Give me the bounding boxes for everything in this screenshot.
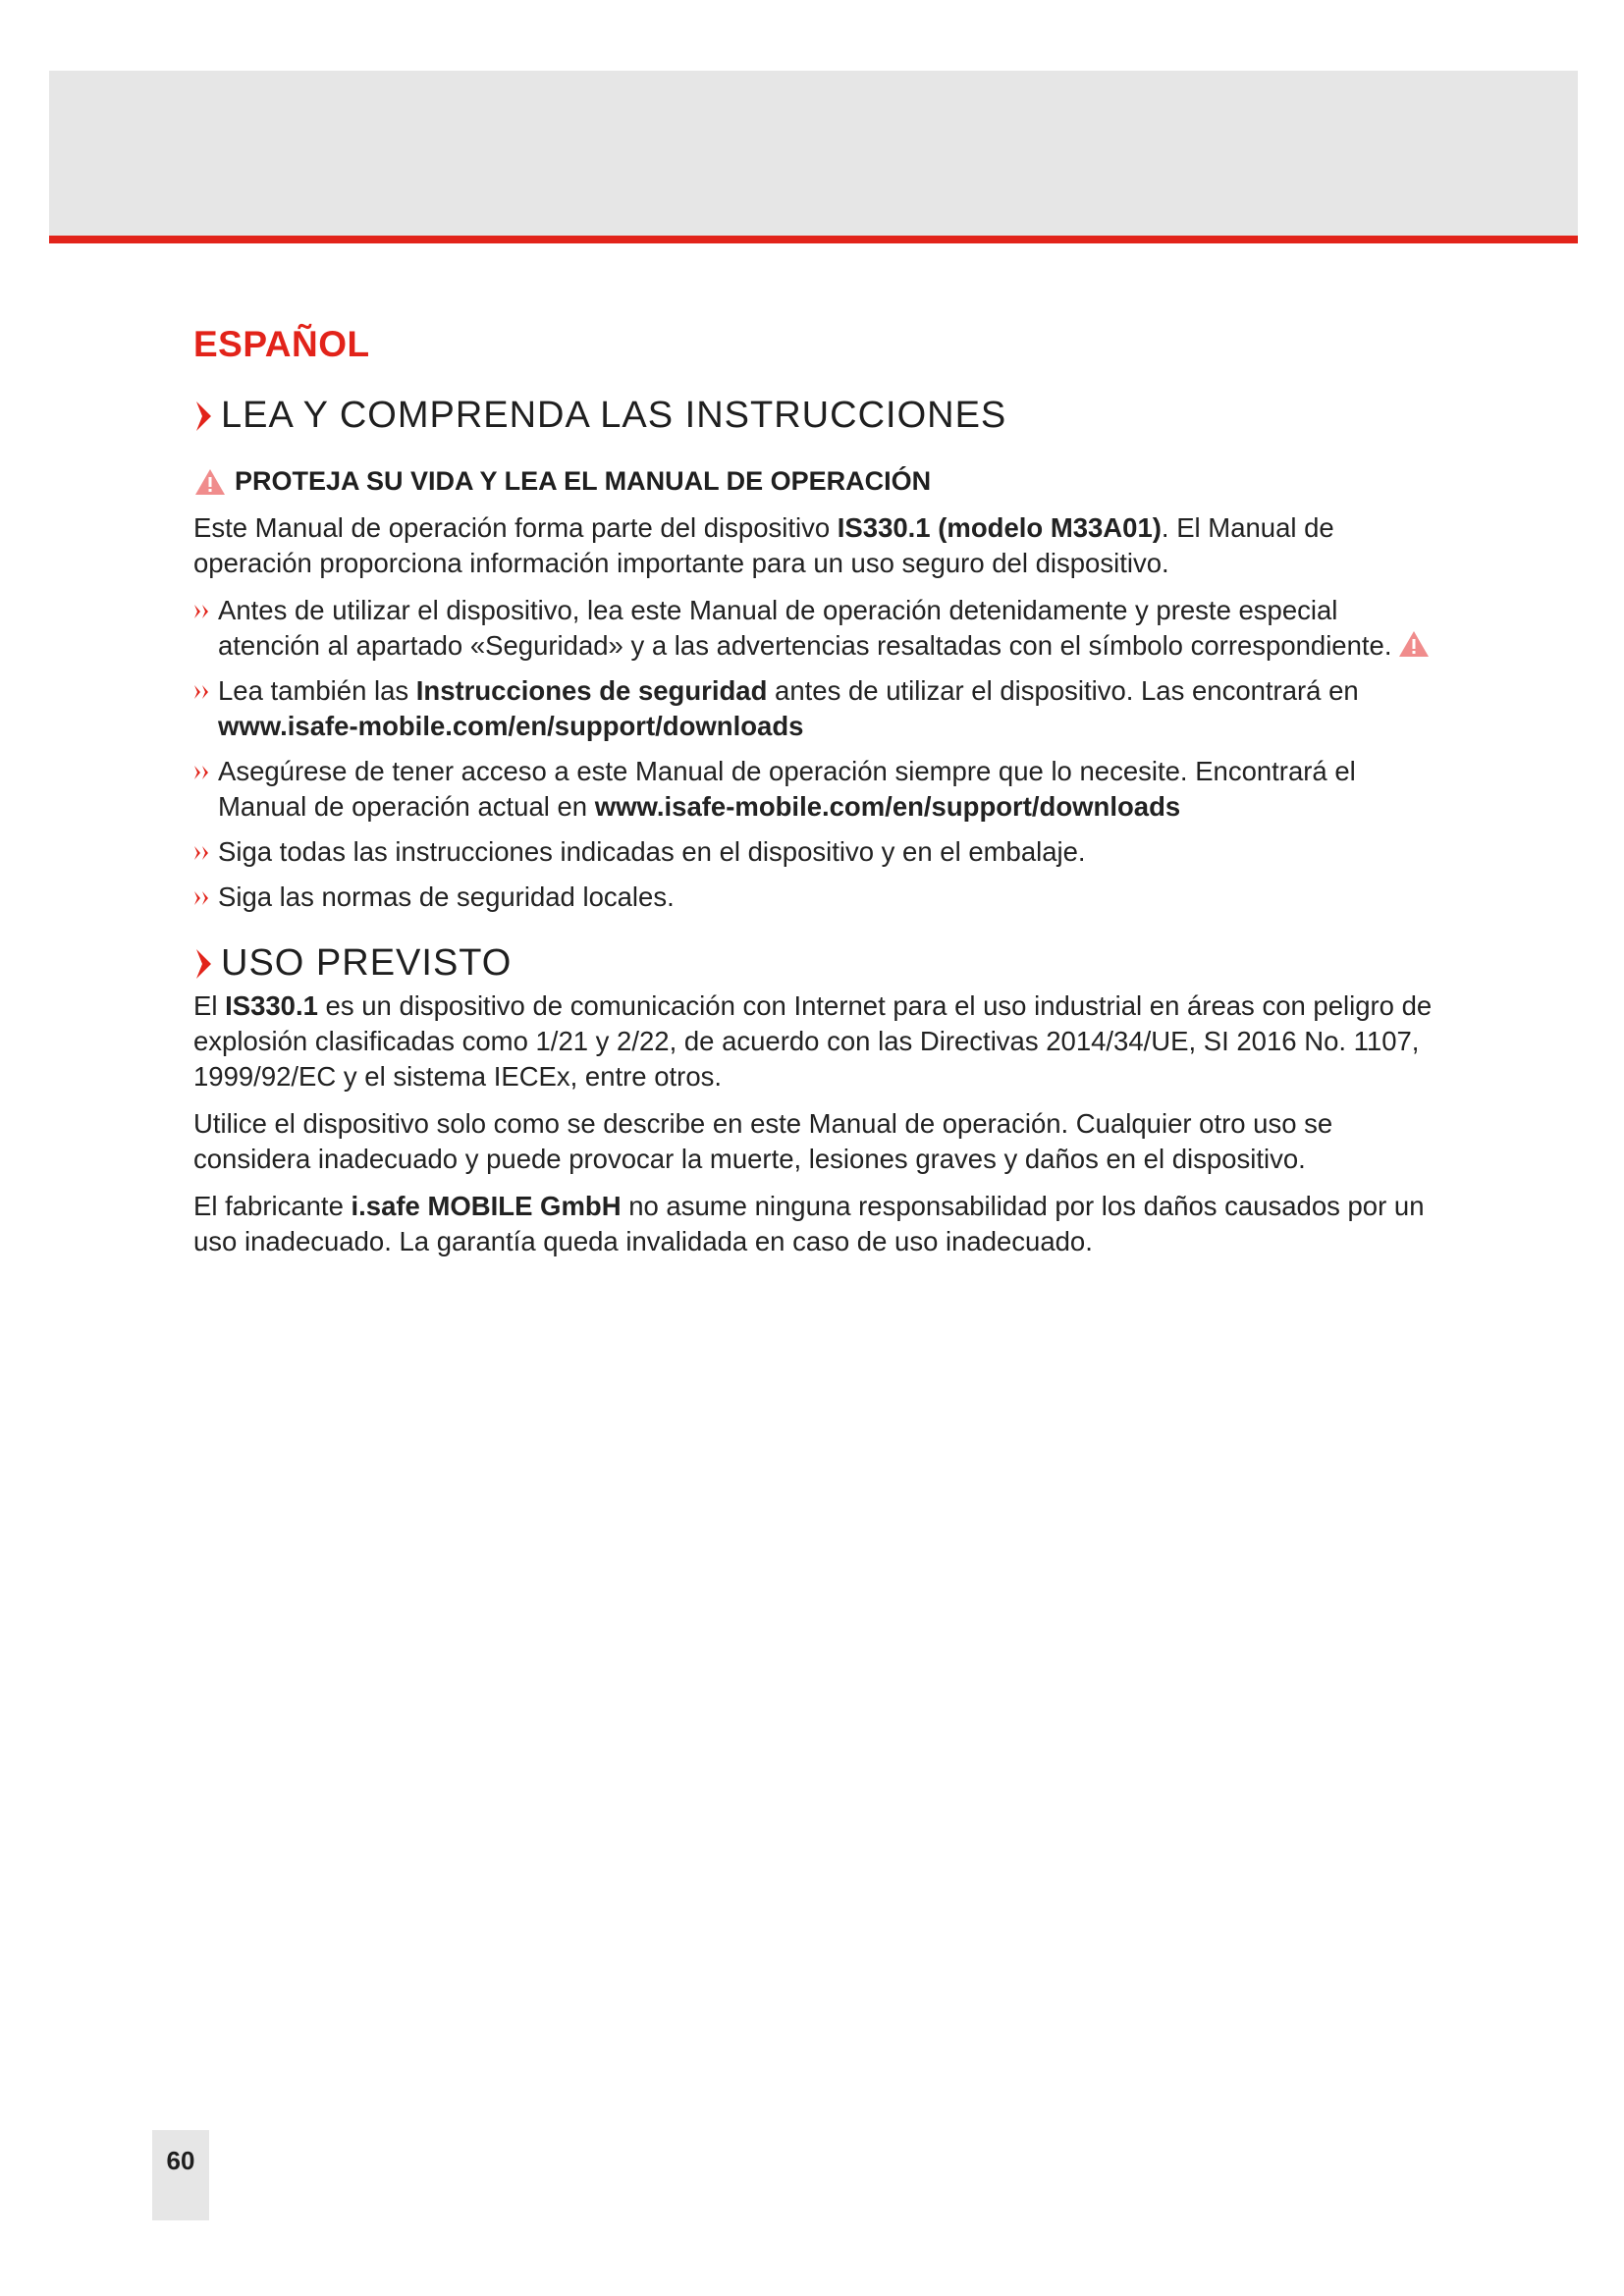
list-item — [193, 673, 1440, 744]
intended-use-paragraph — [193, 988, 1440, 1095]
double-chevron-icon — [193, 845, 213, 861]
language-title: ESPAÑOL — [193, 324, 370, 364]
chevron-right-icon — [193, 400, 215, 433]
list-item — [193, 593, 1440, 664]
section-title-intended-use — [193, 942, 1440, 985]
warning-icon — [1397, 629, 1431, 659]
double-chevron-icon — [193, 765, 213, 780]
list-item — [193, 834, 1440, 870]
list-item — [193, 880, 1440, 915]
usage-paragraph: Utilice el dispositivo solo como se describe en este Manual de operación. Cualquier otro uso se considera inadecuado y puede provocar la muerte, lesiones graves y daños en el dispositivo. — [193, 1108, 1333, 1174]
chevron-right-icon — [193, 947, 215, 981]
paragraph-text: El fabricante — [193, 1191, 352, 1221]
header-rule — [49, 236, 1578, 243]
list-item — [193, 754, 1440, 825]
list-item-text: Antes de utilizar el dispositivo, lea este Manual de operación detenidamente y preste especial atención al apartado «Seguridad» y a las advertencias resaltadas con el símbolo correspondiente. — [218, 595, 1392, 661]
downloads-link[interactable]: www.isafe-mobile.com/en/support/downloads — [594, 791, 1181, 822]
paragraph-text: El — [193, 990, 226, 1021]
safety-instructions-label: Instrucciones de seguridad — [415, 675, 768, 706]
list-item-text: Asegúrese de tener acceso a este Manual de operación siempre que lo necesite. Encontrará el Manual de operación actual en — [218, 756, 1356, 822]
section-title-text: USO PREVISTO — [221, 942, 513, 984]
paragraph-text: es un dispositivo de comunicación con Internet para el uso industrial en áreas con peligro de explosión clasificadas como 1/21 y 2/22, de acuerdo con las Directivas 2014/34/UE, SI 2016 No. 1107, 1999/92/EC y el sistema IECEx, entre otros. — [193, 990, 1433, 1092]
list-item-text: antes de utilizar el dispositivo. Las encontrará en — [767, 675, 1359, 706]
intro-paragraph — [193, 510, 1440, 581]
list-item-text: Lea también las — [218, 675, 416, 706]
intro-text-2: . El Manual de operación proporciona información importante para un uso seguro del dispositivo. — [193, 512, 1334, 578]
page-content — [193, 324, 1440, 1271]
intro-model: IS330.1 (modelo M33A01) — [837, 512, 1162, 543]
warning-icon — [193, 467, 227, 497]
double-chevron-icon — [193, 890, 213, 906]
device-name: IS330.1 — [225, 990, 318, 1021]
downloads-link[interactable]: www.isafe-mobile.com/en/support/downloads — [218, 711, 804, 741]
page-number-box — [152, 2130, 209, 2220]
section-intended-use — [193, 942, 1440, 1259]
list-item-text: Siga todas las instrucciones indicadas en el dispositivo y en el embalaje. — [218, 836, 1086, 867]
header-band — [49, 71, 1578, 236]
warning-heading-text: PROTEJA SU VIDA Y LEA EL MANUAL DE OPERACIÓN — [235, 466, 932, 496]
intro-text-1: Este Manual de operación forma parte del dispositivo — [193, 512, 838, 543]
double-chevron-icon — [193, 684, 213, 700]
manufacturer-name: i.safe MOBILE GmbH — [351, 1191, 622, 1221]
double-chevron-icon — [193, 604, 213, 619]
warning-heading — [193, 466, 1440, 497]
section-title-text: LEA Y COMPRENDA LAS INSTRUCCIONES — [221, 395, 1007, 436]
page-number: 60 — [166, 2146, 195, 2175]
instruction-list — [193, 593, 1440, 915]
section-title-instructions — [193, 395, 1440, 437]
list-item-text: Siga las normas de seguridad locales. — [218, 881, 675, 912]
paragraph-text: no asume ninguna responsabilidad por los daños causados por un uso inadecuado. La garantía queda invalidada en caso de uso inadecuado. — [193, 1191, 1425, 1256]
liability-paragraph — [193, 1189, 1440, 1259]
